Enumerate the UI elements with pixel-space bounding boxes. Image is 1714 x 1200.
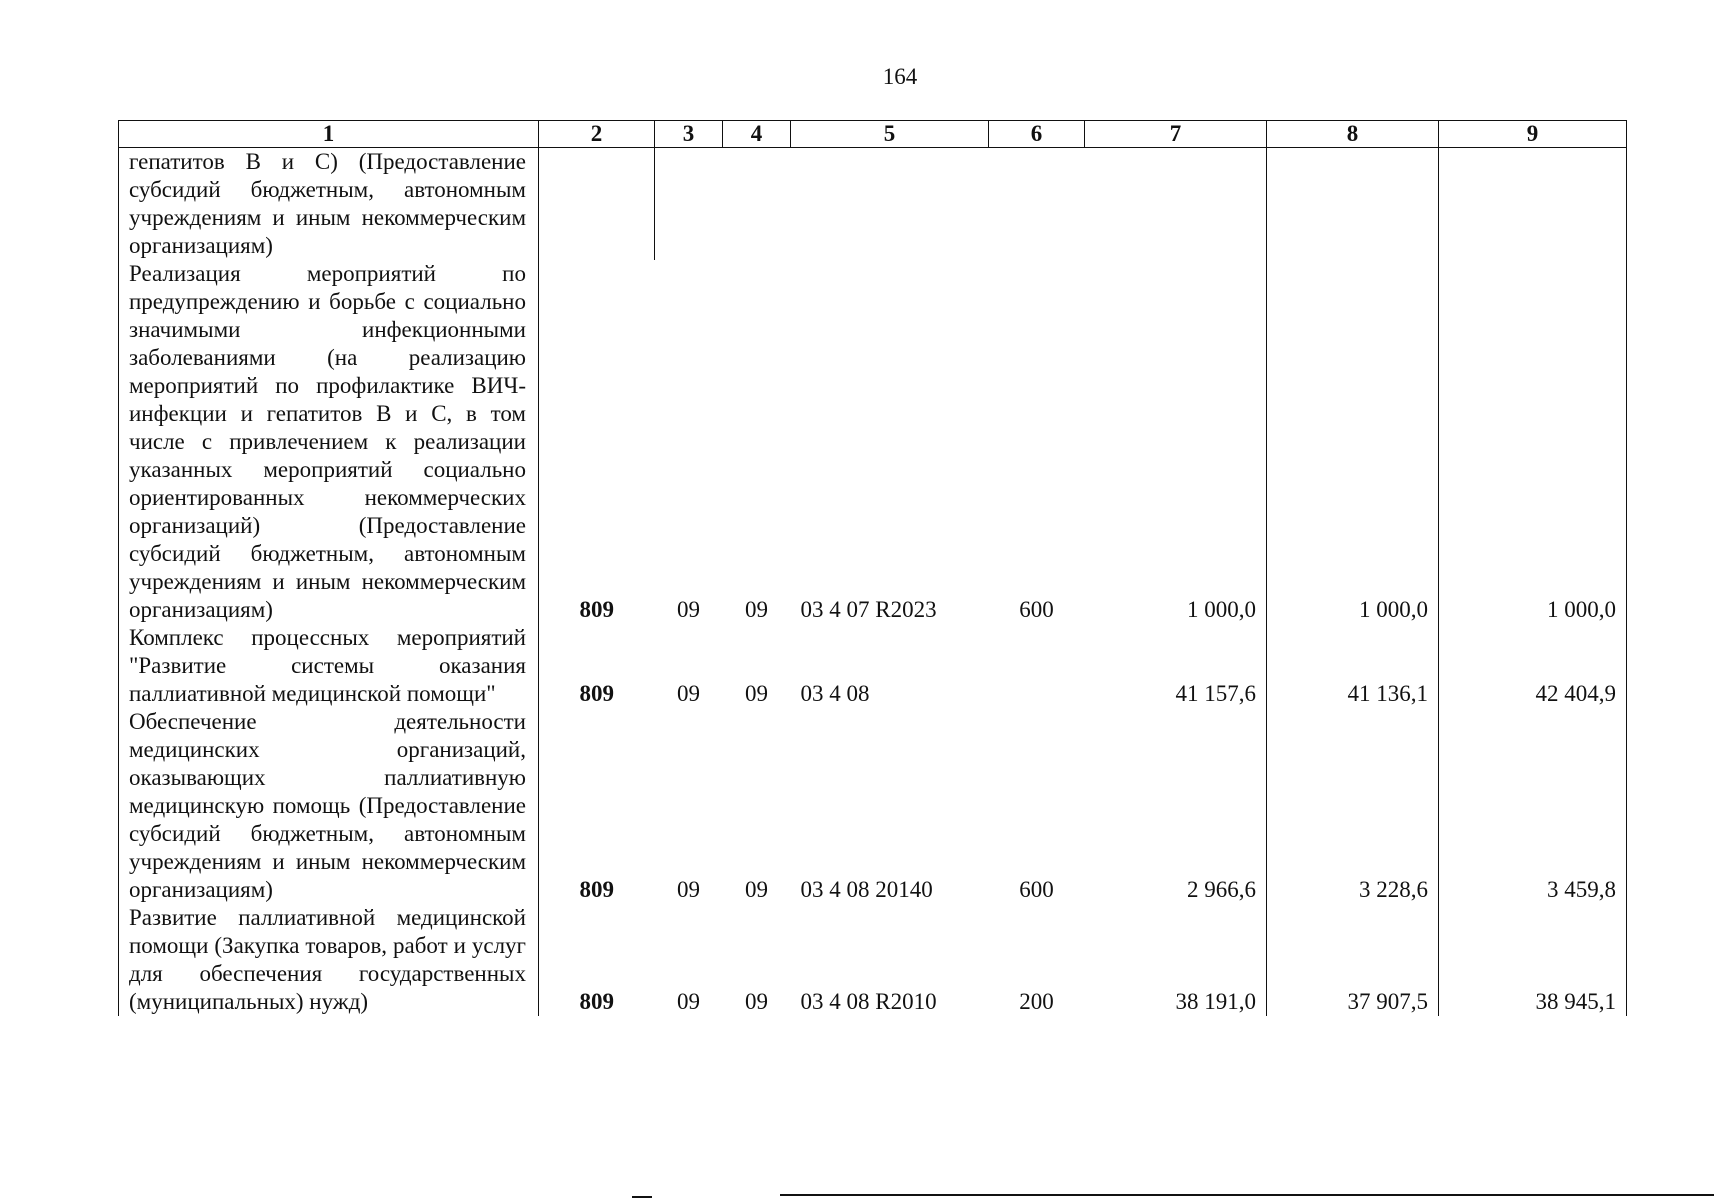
table-row bbox=[119, 260, 1627, 624]
column-header: 9 bbox=[1439, 121, 1627, 148]
cell-ministry-code: 809 bbox=[539, 708, 655, 904]
cell-subsection bbox=[723, 148, 791, 261]
cell-section: 09 bbox=[677, 877, 700, 902]
cell-subsection: 09 bbox=[745, 877, 768, 902]
column-header: 4 bbox=[723, 121, 791, 148]
cell-amount-9: 3 459,8 bbox=[1439, 708, 1627, 904]
cell-section bbox=[655, 148, 723, 261]
item-name: Развитие паллиативной медицинской помощи (Закупка товаров, работ и услуг для обеспечения государственных (муниципальных) нужд) bbox=[119, 904, 539, 1016]
cell-amount-8: 3 228,6 bbox=[1267, 708, 1439, 904]
cell-target-article: 03 4 08 20140 bbox=[800, 877, 933, 902]
cell-amount-7: 38 191,0 bbox=[1085, 904, 1267, 1016]
cell-amount-7: 1 000,0 bbox=[1085, 260, 1267, 624]
column-header: 8 bbox=[1267, 121, 1439, 148]
cell-amount-7: 41 157,6 bbox=[1085, 624, 1267, 708]
cell-expense-type: 600 bbox=[1019, 877, 1054, 902]
table-row bbox=[119, 904, 1627, 1016]
cell-expense-type bbox=[989, 148, 1085, 261]
cell-ministry-code: 809 bbox=[539, 624, 655, 708]
cell-section: 09 bbox=[677, 597, 700, 622]
column-header: 3 bbox=[655, 121, 723, 148]
item-name: Комплекс процессных мероприятий "Развитие системы оказания паллиативной медицинской помощи" bbox=[119, 624, 539, 708]
cell-target-article: 03 4 07 R2023 bbox=[800, 597, 937, 622]
column-header: 1 bbox=[119, 121, 539, 148]
column-header: 7 bbox=[1085, 121, 1267, 148]
column-header: 6 bbox=[989, 121, 1085, 148]
cell-ministry-code: 809 bbox=[539, 260, 655, 624]
cell-amount-9: 1 000,0 bbox=[1439, 260, 1627, 624]
cell-ministry-code bbox=[539, 148, 655, 261]
cell-subsection: 09 bbox=[745, 597, 768, 622]
cell-amount-9 bbox=[1439, 148, 1627, 261]
cell-amount-8: 1 000,0 bbox=[1267, 260, 1439, 624]
column-header: 5 bbox=[791, 121, 989, 148]
cell-target-article: 03 4 08 R2010 bbox=[800, 989, 937, 1014]
cell-expense-type: 600 bbox=[1019, 597, 1054, 622]
item-name: гепатитов В и С) (Предоставление субсидий бюджетным, автономным учреждениям и иным некоммерческим организациям) bbox=[119, 148, 539, 261]
table-row bbox=[119, 624, 1627, 708]
cell-target-article bbox=[791, 148, 989, 261]
cell-section: 09 bbox=[677, 989, 700, 1014]
table-row bbox=[119, 148, 1627, 261]
cell-subsection: 09 bbox=[745, 989, 768, 1014]
table-row bbox=[119, 708, 1627, 904]
item-name: Реализация мероприятий по предупреждению и борьбе с социально значимыми инфекционными заболеваниями (на реализацию мероприятий по профилактике ВИЧ-инфекции и гепатитов В и С, в том числе с привлечением к реализации указанных мероприятий социально ориентированных некоммерческих организаций) (Предоставление субсидий бюджетным, автономным учреждениям и иным некоммерческим организациям) bbox=[119, 260, 539, 624]
column-header: 2 bbox=[539, 121, 655, 148]
cell-amount-8 bbox=[1267, 148, 1439, 261]
page-footer-rule-short bbox=[632, 1196, 652, 1198]
page-number: 164 bbox=[882, 64, 918, 89]
table-header-row bbox=[119, 121, 1627, 148]
cell-amount-8: 37 907,5 bbox=[1267, 904, 1439, 1016]
cell-section: 09 bbox=[677, 681, 700, 706]
cell-amount-8: 41 136,1 bbox=[1267, 624, 1439, 708]
cell-amount-7 bbox=[1085, 148, 1267, 261]
budget-table bbox=[118, 120, 1627, 1016]
cell-amount-9: 42 404,9 bbox=[1439, 624, 1627, 708]
cell-expense-type: 200 bbox=[1019, 989, 1054, 1014]
cell-expense-type bbox=[989, 624, 1085, 708]
cell-ministry-code: 809 bbox=[539, 904, 655, 1016]
cell-target-article: 03 4 08 bbox=[800, 681, 870, 706]
page-footer-rule bbox=[780, 1194, 1714, 1196]
cell-amount-7: 2 966,6 bbox=[1085, 708, 1267, 904]
cell-amount-9: 38 945,1 bbox=[1439, 904, 1627, 1016]
cell-subsection: 09 bbox=[745, 681, 768, 706]
item-name: Обеспечение деятельности медицинских организаций, оказывающих паллиативную медицинскую помощь (Предоставление субсидий бюджетным, автономным учреждениям и иным некоммерческим организациям) bbox=[119, 708, 539, 904]
